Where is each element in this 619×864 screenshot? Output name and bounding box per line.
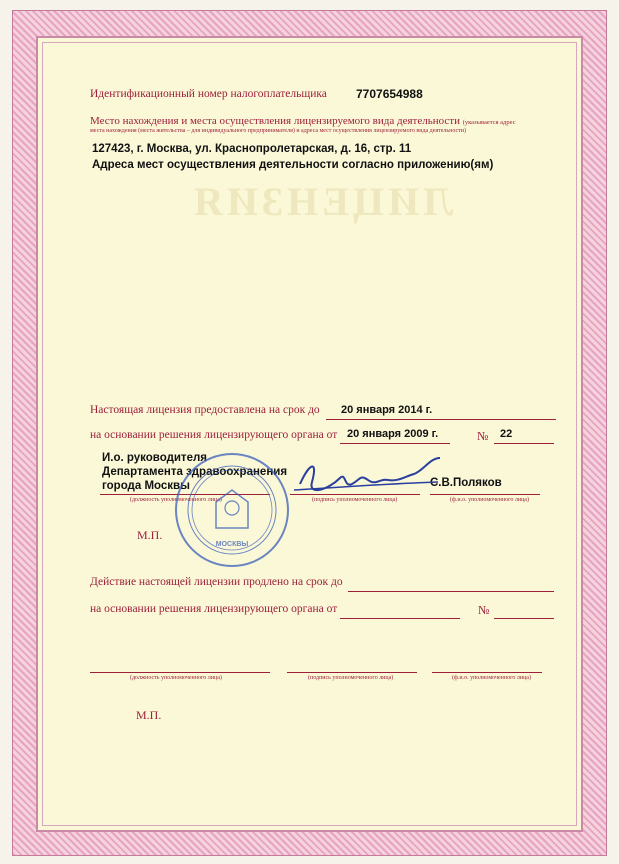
official-name: С.В.Поляков xyxy=(430,477,502,489)
inn-value: 7707654988 xyxy=(356,87,423,101)
seal-mark-2: М.П. xyxy=(136,708,162,722)
extension-label: Действие настоящей лицензии продлено на срок до xyxy=(90,576,343,588)
extension-number-sign: № xyxy=(478,603,490,617)
signature-line-2 xyxy=(287,672,417,673)
location-label-text: Место нахождения и места осуществления лицензируемого вида деятельности xyxy=(90,115,460,127)
position-line-2 xyxy=(90,672,270,673)
bleed-through-heading: ЛИЦЕНЗИЯ xyxy=(190,179,453,224)
decision-underline xyxy=(340,443,450,444)
official-title-line-2: Департамента здравоохранения xyxy=(102,466,288,478)
extension-number-underline xyxy=(494,618,554,619)
position-caption: (должность уполномоченного лица) xyxy=(130,497,222,503)
signature-caption-2: (подпись уполномоченного лица) xyxy=(308,675,394,681)
term-underline xyxy=(326,419,556,420)
number-sign: № xyxy=(477,429,489,443)
extension-decision-label: на основании решения лицензирующего органа от xyxy=(90,603,338,615)
fio-caption: (ф.и.о. уполномоченного лица) xyxy=(450,497,529,503)
fio-line-2 xyxy=(432,672,542,673)
official-stamp xyxy=(172,450,292,570)
address-line-2: Адреса мест осуществления деятельности согласно приложению(ям) xyxy=(92,159,494,171)
extension-underline xyxy=(348,591,554,592)
seal-mark: М.П. xyxy=(137,528,163,542)
address-line: 127423, г. Москва, ул. Краснопролетарская, д. 16, стр. 11 xyxy=(92,143,412,155)
position-caption-2: (должность уполномоченного лица) xyxy=(130,675,222,681)
extension-decision-underline xyxy=(340,618,460,619)
term-label: Настоящая лицензия предоставлена на срок до xyxy=(90,404,320,416)
signature-caption: (подпись уполномоченного лица) xyxy=(312,497,398,503)
signature xyxy=(290,452,450,502)
decision-number: 22 xyxy=(500,428,513,440)
inn-label: Идентификационный номер налогоплательщика xyxy=(90,88,327,100)
location-label xyxy=(90,115,516,127)
decision-date: 20 января 2009 г. xyxy=(347,428,439,440)
stamp-text: МОСКВЫ xyxy=(215,541,249,548)
official-title-line-1: И.о. руководителя xyxy=(102,452,207,464)
number-underline xyxy=(494,443,554,444)
decision-label: на основании решения лицензирующего органа от xyxy=(90,429,338,441)
location-note-line: места нахождения (места жительства – для индивидуального предпринимателя) и адреса мест осуществления лицензируемого вида деятельности) xyxy=(90,128,467,134)
location-note: (указывается адрес xyxy=(462,119,516,126)
term-value: 20 января 2014 г. xyxy=(341,404,433,416)
fio-caption-2: (ф.и.о. уполномоченного лица) xyxy=(452,675,531,681)
official-title-line-3: города Москвы xyxy=(102,480,190,492)
